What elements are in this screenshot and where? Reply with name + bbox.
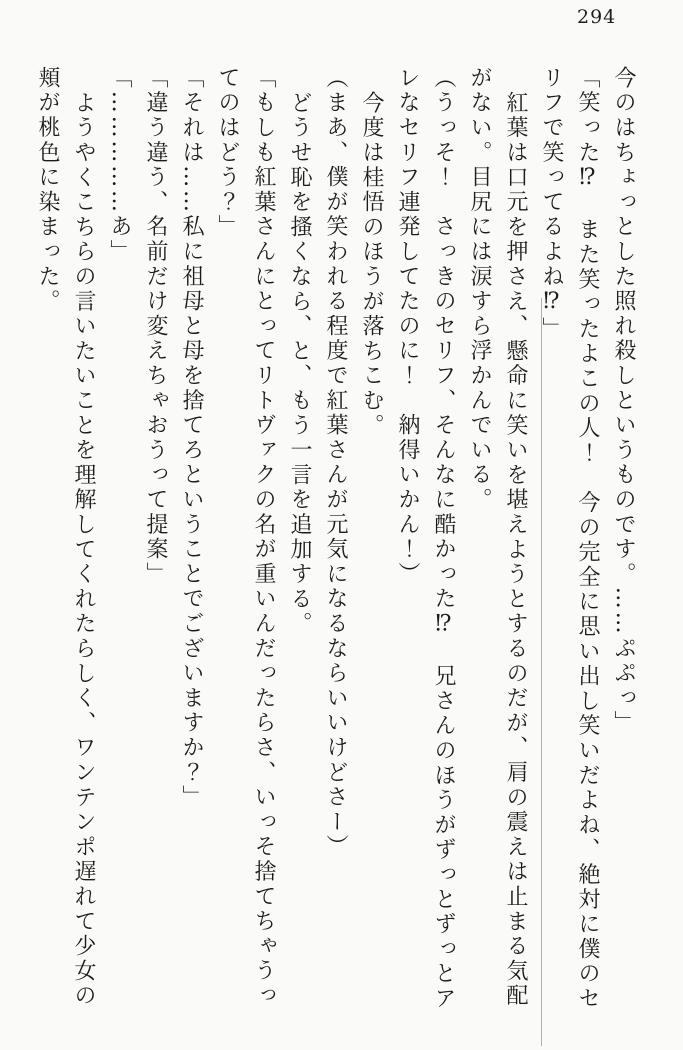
paragraph: どうせ恥を搔くなら、と、もう一言を追加する。: [287, 90, 312, 637]
paragraph: 「それは……私に祖母と母を捨てろということでございますか？」: [179, 66, 204, 810]
paragraph: 紅葉は口元を押さえ、懸命に笑いを堪えようとするのだが、肩の震えは止まる気配がない。目尻には涙すら浮かんでいる。: [467, 66, 528, 1009]
paragraph: （まあ、僕が笑われる程度で紅葉さんが元気になるならいいけどさー）: [323, 66, 348, 860]
paragraph: 今度は桂悟のほうが落ちこむ。: [359, 90, 384, 438]
paragraph: （うっそ！ さっきのセリフ、そんなに酷かった⁉ 兄さんのほうがずっとずっとアレなセリフ連発してたのに！ 納得いかん！）: [395, 66, 456, 1012]
paragraph: 「もしも紅葉さんにとってリトヴァクの名が重いんだったらさ、いっそ捨てちゃうってのはどう？」: [215, 66, 276, 1009]
paragraph: 「笑った⁉ また笑ったよこの人！ 今の完全に思い出し笑いだよね、絶対に僕のセリフで笑ってるよね⁉」: [539, 66, 600, 1012]
paragraph: 「違う違う、名前だけ変えちゃおうって提案」: [143, 66, 168, 587]
paragraph: ようやくこちらの言いたいことを理解してくれたらしく、ワンテンポ遅れて少女の頬が桃色に染まった。: [35, 66, 96, 1009]
page-number: 294: [577, 6, 617, 28]
paragraph: 「……………あ」: [107, 66, 132, 265]
body-text: [29, 66, 641, 1012]
paragraph: 今のはちょっとした照れ殺しというものです。……ぷぷっ」: [611, 66, 636, 736]
